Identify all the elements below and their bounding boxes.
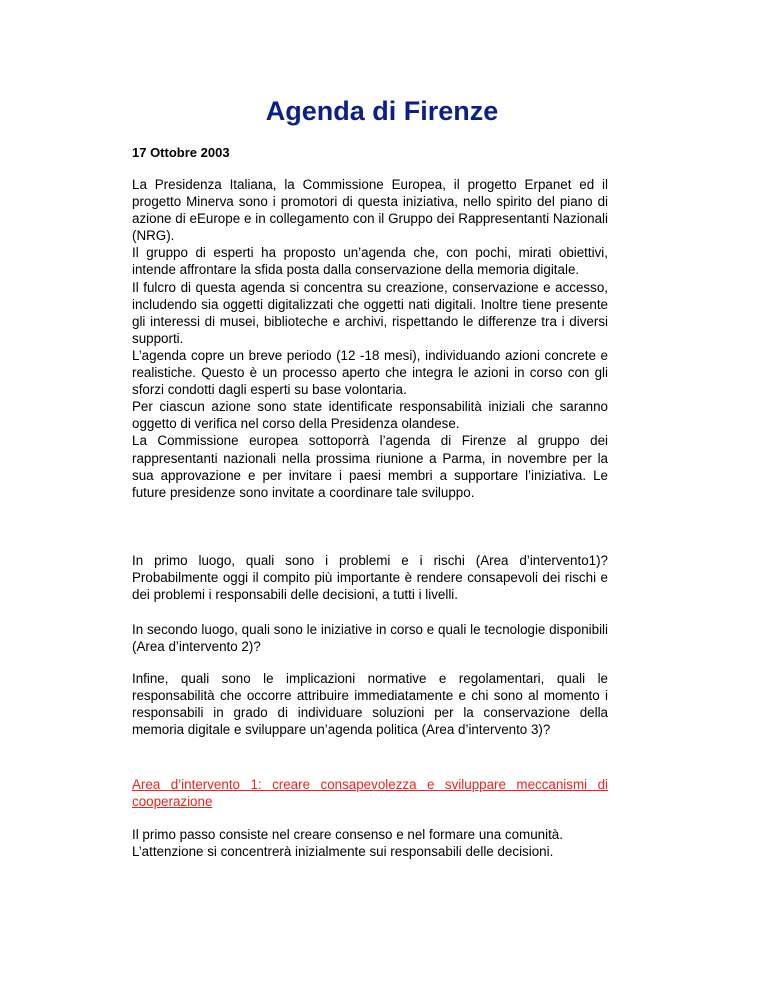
intro-paragraph: Il fulcro di questa agenda si concentra su creazione, conservazione e accesso, includendo sia oggetti digitalizzati che oggetti nati digitali. Inoltre tiene presente gli interessi di musei, biblioteche e archivi, rispettando le differenze tra i diversi supporti.: [132, 279, 608, 346]
intro-paragraph: L’agenda copre un breve periodo (12 -18 mesi), individuando azioni concrete e realistiche. Questo è un processo aperto che integra le azioni in corso con gli sforzi condotti dagli esperti su base volontaria.: [132, 347, 608, 398]
intro-section: [132, 176, 608, 501]
intro-paragraph: Per ciascun azione sono state identificate responsabilità iniziali che saranno oggetto di verifica nel corso della Presidenza olandese.: [132, 399, 608, 432]
area-1-body: [132, 826, 608, 860]
area-1-paragraph: Il primo passo consiste nel creare consenso e nel formare una comunità.: [132, 827, 563, 842]
document-date: 17 Ottobre 2003: [132, 145, 230, 160]
question-1-paragraph: In primo luogo, quali sono i problemi e i rischi (Area d’intervento1)? Probabilmente oggi il compito più importante è rendere consapevoli dei rischi e dei problemi i responsabili delle decisioni, a tutti i livelli.: [132, 553, 608, 603]
intro-paragraph: La Presidenza Italiana, la Commissione Europea, il progetto Erpanet ed il progetto Minerva sono i promotori di questa iniziativa, nello spirito del piano di azione di eEurope e in collegamento con il Gruppo dei Rappresentanti Nazionali (NRG).: [132, 177, 608, 244]
question-3-paragraph: Infine, quali sono le implicazioni normative e regolamentari, quali le responsabilità che occorre attribuire immediatamente e chi sono al momento i responsabili in grado di individuare soluzioni per la conservazione della memoria digitale e sviluppare un’agenda politica (Area d’intervento 3)?: [132, 671, 608, 738]
area-1-paragraph: L’attenzione si concentrerà inizialmente sui responsabili delle decisioni.: [132, 844, 554, 860]
intro-paragraph: Il gruppo di esperti ha proposto un’agenda che, con pochi, mirati obiettivi, intende affrontare la sfida posta dalla conservazione della memoria digitale.: [132, 245, 608, 278]
document-title: Agenda di Firenze: [265, 96, 499, 126]
question-2-paragraph: In secondo luogo, quali sono le iniziative in corso e quali le tecnologie disponibili (Area d’intervento 2)?: [132, 622, 608, 655]
area-1-heading: Area d’intervento 1: creare consapevolezza e sviluppare meccanismi di cooperazione: [132, 777, 608, 810]
intro-paragraph: La Commissione europea sottoporrà l’agenda di Firenze al gruppo dei rappresentanti nazionali nella prossima riunione a Parma, in novembre per la sua approvazione e per invitare i paesi membri a supportare l’iniziativa. Le future presidenze sono invitate a coordinare tale sviluppo.: [132, 433, 608, 500]
